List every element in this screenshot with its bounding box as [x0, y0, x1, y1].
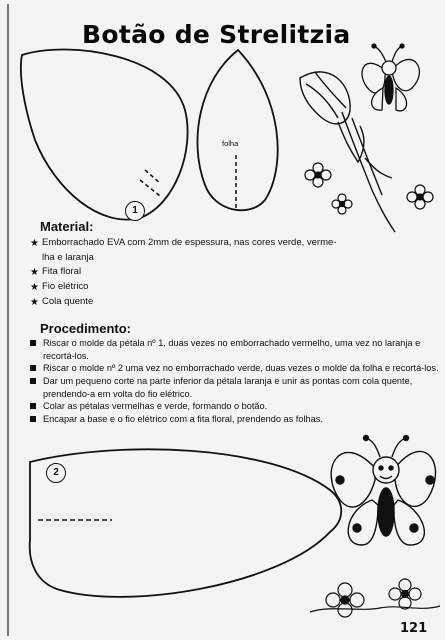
square-bullet-icon — [30, 403, 36, 409]
material-item: ★ Fio elétrico — [30, 280, 440, 295]
procedure-step: Riscar o molde nº 2 uma vez no emborrachado verde, duas vezes o molde da folha e recortá-los. — [30, 362, 442, 375]
material-item: ★ Emborrachado EVA com 2mm de espessura, nas cores verde, verme- — [30, 236, 440, 251]
leaf-pattern — [197, 50, 277, 210]
petal-1-pattern — [21, 50, 188, 220]
leaf-label: folha — [222, 139, 239, 148]
page-title: Botão de Strelitzia — [82, 20, 351, 49]
petal-2-number: 2 — [46, 463, 66, 483]
star-bullet-icon: ★ — [30, 296, 39, 308]
material-heading: Material: — [40, 219, 94, 234]
square-bullet-icon — [30, 416, 36, 422]
star-bullet-icon: ★ — [30, 282, 39, 294]
petal-1-number: 1 — [125, 201, 145, 221]
star-bullet-icon: ★ — [30, 238, 39, 249]
butterfly-bottom — [331, 436, 435, 546]
procedure-step: Encapar a base e o fio elétrico com a fita floral, prendendo as folhas. — [30, 413, 442, 426]
petal-2-pattern — [30, 449, 342, 597]
procedimento-heading: Procedimento: — [40, 321, 132, 336]
material-item: ★ Fita floral — [30, 265, 440, 280]
procedimento-list — [30, 337, 442, 426]
procedure-step: Colar as pétalas vermelhas e verde, formando o botão. — [30, 400, 442, 413]
procedure-step: Dar um pequeno corte na parte inferior da pétala laranja e unir as pontas com cola quente, prendendo-a em volta do fio elétrico. — [30, 375, 442, 400]
star-bullet-icon: ★ — [30, 267, 39, 279]
procedure-step: Riscar o molde da pétala nº 1, duas vezes no emborrachado vermelho, uma vez no laranja e recortá-los. — [30, 337, 442, 362]
square-bullet-icon — [30, 340, 36, 346]
petal-1-cut-line — [140, 170, 160, 196]
square-bullet-icon — [30, 378, 36, 384]
page-number: 121 — [400, 621, 428, 636]
material-item-continuation: lha e laranja — [42, 251, 94, 263]
square-bullet-icon — [30, 365, 36, 371]
small-flowers-bottom — [310, 579, 440, 617]
material-item: ★ Cola quente — [30, 295, 440, 310]
material-list — [30, 236, 440, 310]
small-flowers-top — [305, 163, 433, 214]
butterfly-top — [362, 44, 419, 111]
